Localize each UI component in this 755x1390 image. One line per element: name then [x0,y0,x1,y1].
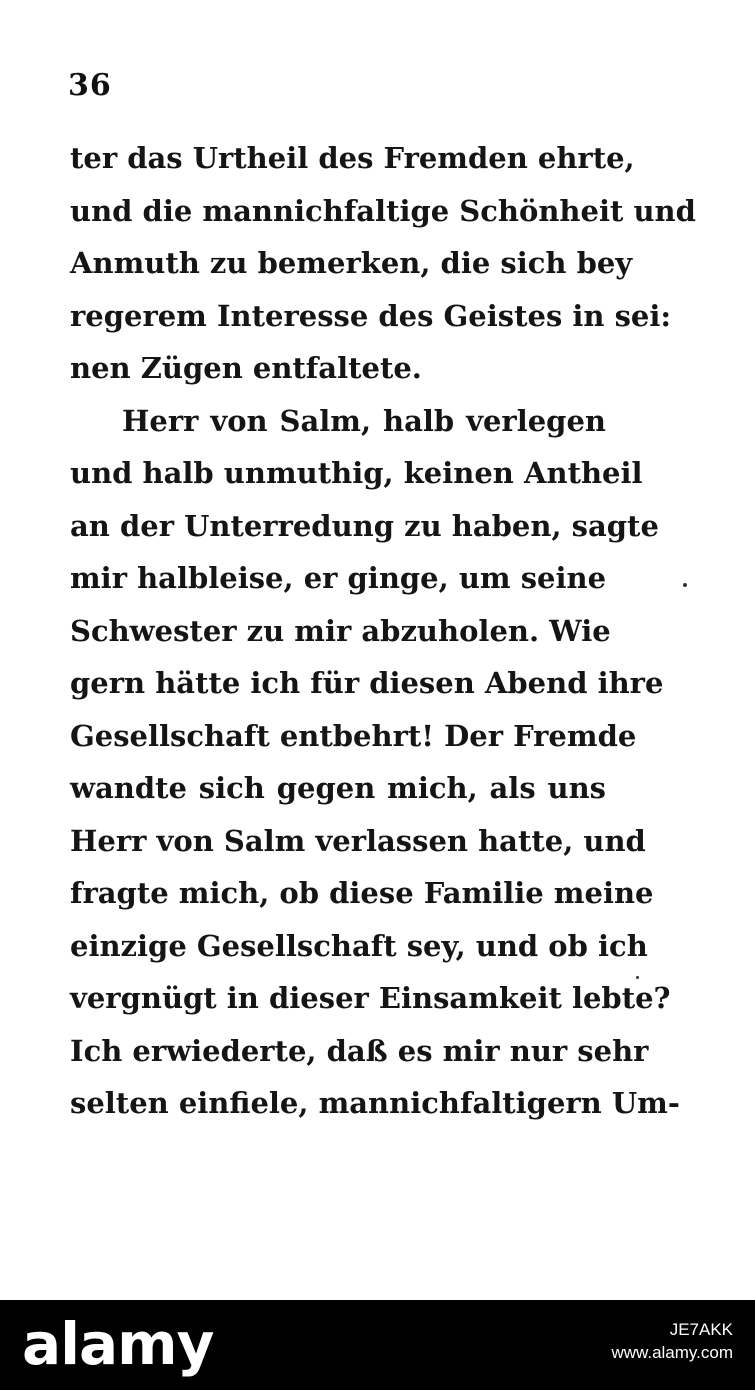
text-line: Ich erwiederte, daß es mir nur sehr [70,1033,649,1068]
ink-speck [636,976,639,979]
brand-logo: alamy [22,1310,214,1378]
site-url: www.alamy.com [611,1343,733,1362]
text-line: Gesellschaft entbehrt! Der Fremde [70,718,637,753]
text-line: wandte sich gegen mich, als uns [70,771,606,805]
text-line: und halb unmuthig, keinen Antheil [70,456,643,490]
text-line: Anmuth zu bemerken, die sich bey [70,246,633,280]
text-line: und die mannichfaltige Schönheit und [70,193,696,228]
text-line: vergnügt in dieser Einsamkeit lebte? [70,981,671,1015]
text-line: fragte mich, ob diese Familie meine [70,876,654,910]
image-reference [611,1318,733,1364]
body-text [70,132,696,1130]
text-line: Herr von Salm, halb verlegen [122,403,606,438]
text-line: gern hätte ich für diesen Abend ihre [70,666,664,700]
text-line: selten einfiele, mannichfaltigern Um- [70,1086,680,1120]
watermark-banner [0,1300,755,1390]
text-line: regerem Interesse des Geistes in sei: [70,298,672,333]
text-line: einzige Gesellschaft sey, und ob ich [70,928,648,963]
text-line: nen Zügen entfaltete. [70,351,422,385]
ink-speck [683,583,687,587]
text-line: mir halbleise, er ginge, um seine [70,561,607,595]
text-line: Herr von Salm verlassen hatte, und [70,823,646,858]
text-line: an der Unterredung zu haben, sagte [70,508,659,543]
text-line: Schwester zu mir abzuholen. Wie [70,613,611,648]
text-line: ter das Urtheil des Fremden ehrte, [70,141,635,175]
image-id: JE7AKK [669,1320,733,1339]
page-number: 36 [68,68,112,103]
